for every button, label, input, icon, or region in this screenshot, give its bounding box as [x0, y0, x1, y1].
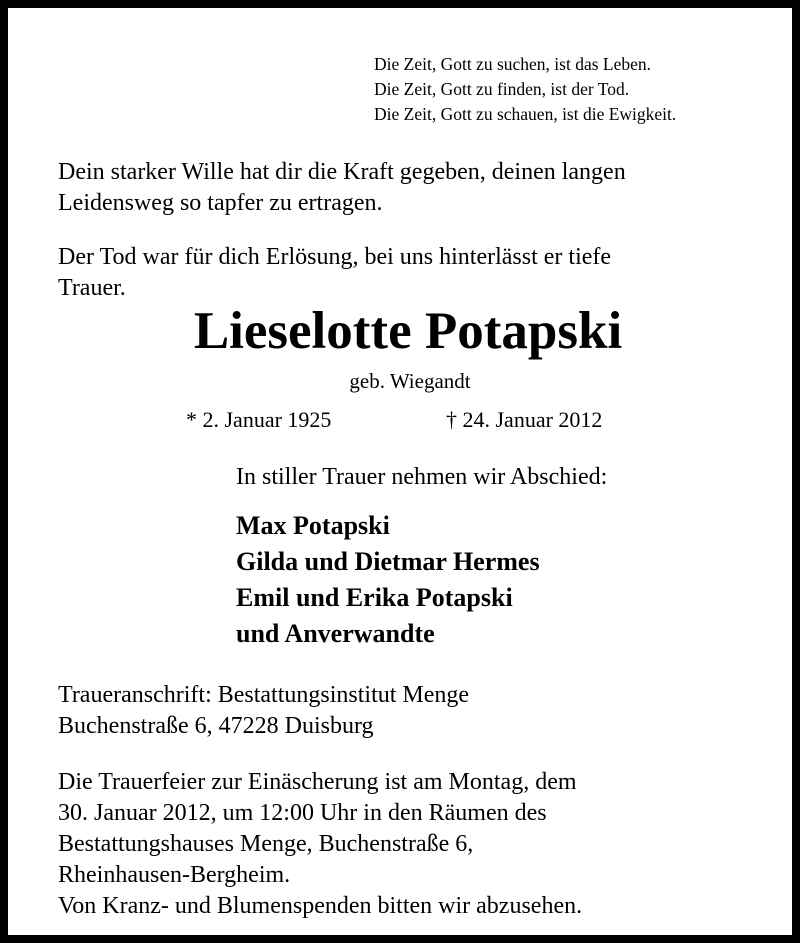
mourner-name: Gilda und Dietmar Hermes	[236, 547, 540, 576]
ceremony-line: 30. Januar 2012, um 12:00 Uhr in den Räumen des	[58, 800, 547, 826]
death-date: † 24. Januar 2012	[446, 407, 603, 432]
birth-date: * 2. Januar 1925	[186, 407, 332, 432]
intro-paragraph-1	[58, 157, 626, 219]
intro-line: Dein starker Wille hat dir die Kraft gegeben, deinen langen	[58, 159, 626, 185]
mourner-name: Emil und Erika Potapski	[236, 583, 513, 612]
deceased-name: Lieselotte Potapski	[193, 302, 623, 360]
mourner-name: und Anverwandte	[236, 619, 435, 648]
quote-line: Die Zeit, Gott zu schauen, ist die Ewigkeit.	[374, 104, 677, 124]
mourners-list	[236, 508, 540, 652]
quote-block	[374, 52, 676, 127]
ceremony-line: Rheinhausen-Bergheim.	[58, 862, 291, 888]
ceremony-line: Bestattungshauses Menge, Buchenstraße 6,	[58, 831, 474, 857]
address-line: Buchenstraße 6, 47228 Duisburg	[58, 713, 374, 739]
ceremony-line: Die Trauerfeier zur Einäscherung ist am Montag, dem	[58, 769, 577, 795]
funeral-address	[58, 680, 469, 742]
ceremony-line: Von Kranz- und Blumenspenden bitten wir abzusehen.	[58, 893, 583, 919]
ceremony-info	[58, 767, 582, 922]
farewell-line: In stiller Trauer nehmen wir Abschied:	[236, 464, 608, 490]
quote-line: Die Zeit, Gott zu finden, ist der Tod.	[374, 79, 630, 99]
intro-line: Leidensweg so tapfer zu ertragen.	[58, 190, 383, 216]
address-line: Traueranschrift: Bestattungsinstitut Menge	[58, 682, 470, 708]
mourner-name: Max Potapski	[236, 511, 390, 540]
intro-line: Der Tod war für dich Erlösung, bei uns hinterlässt er tiefe	[58, 244, 612, 270]
quote-line: Die Zeit, Gott zu suchen, ist das Leben.	[374, 54, 652, 74]
maiden-name: geb. Wiegandt	[349, 369, 471, 393]
intro-line: Trauer.	[58, 275, 126, 301]
intro-paragraph-2	[58, 242, 611, 304]
